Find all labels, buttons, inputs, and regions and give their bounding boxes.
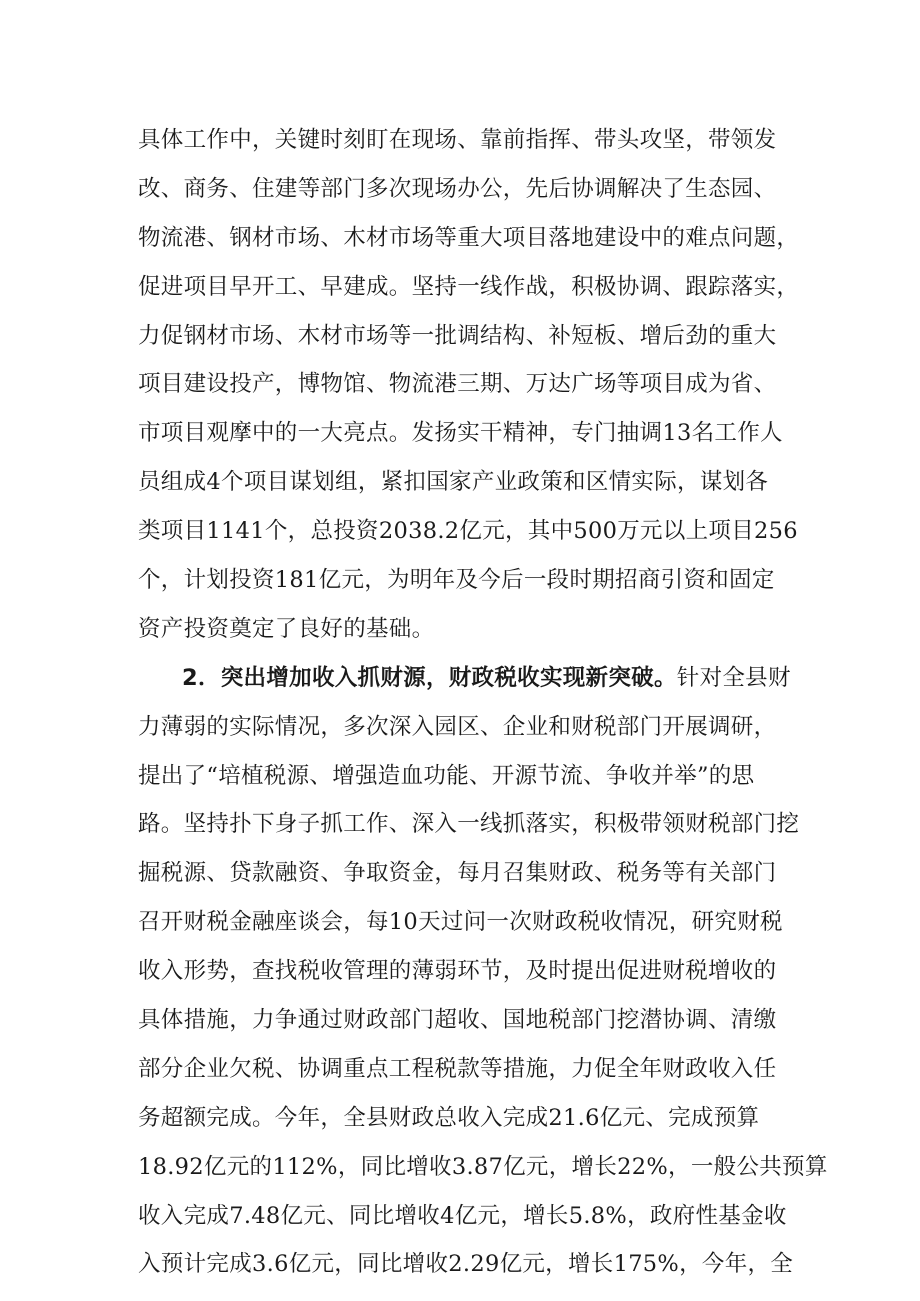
paragraph-line: 类项目1141个，总投资2038.2亿元，其中500万元以上项目256 (138, 518, 798, 545)
paragraph-line: 员组成4个项目谋划组，紧扣国家产业政策和区情实际，谋划各 (138, 469, 769, 496)
paragraph-line: 提出了“培植税源、增强造血功能、开源节流、争收并举”的思 (138, 762, 755, 789)
paragraph-line: 部分企业欠税、协调重点工程税款等措施，力促全年财政收入任 (138, 1055, 777, 1082)
paragraph-line: 力薄弱的实际情况，多次深入园区、企业和财税部门开展调研， (138, 713, 777, 740)
section-heading-line (138, 654, 798, 703)
paragraph-line: 资产投资奠定了良好的基础。 (138, 615, 435, 642)
paragraph-line: 改、商务、住建等部门多次现场办公，先后协调解决了生态园、 (138, 175, 777, 202)
section-heading-continuation: 针对全县财 (676, 664, 791, 691)
paragraph-line: 力促钢材市场、木材市场等一批调结构、补短板、增后劲的重大 (138, 322, 777, 349)
paragraph-line: 个，计划投资181亿元，为明年及今后一段时期招商引资和固定 (138, 567, 775, 594)
paragraph-line: 促进项目早开工、早建成。坚持一线作战，积极协调、跟踪落实， (138, 273, 800, 300)
paragraph-line: 入预计完成3.6亿元，同比增收2.29亿元，增长175%，今年，全 (138, 1251, 794, 1278)
paragraph-line: 具体工作中，关键时刻盯在现场、靠前指挥、带头攻坚，带领发 (138, 127, 777, 153)
paragraph-line: 掘税源、贷款融资、争取资金，每月召集财政、税务等有关部门 (138, 860, 777, 887)
paragraph-line: 物流港、钢材市场、木材市场等重大项目落地建设中的难点问题， (138, 224, 800, 251)
paragraph-line: 18.92亿元的112%，同比增收3.87亿元，增长22%，一般公共预算 (138, 1153, 828, 1180)
paragraph-line: 召开财税金融座谈会，每10天过问一次财政税收情况，研究财税 (138, 909, 783, 936)
paragraph-line: 路。坚持扑下身子抓工作、深入一线抓落实，积极带领财税部门挖 (138, 811, 800, 838)
paragraph-line: 收入完成7.48亿元、同比增收4亿元，增长5.8%，政府性基金收 (138, 1202, 787, 1229)
section-heading: 2．突出增加收入抓财源，财政税收实现新突破。 (182, 664, 677, 691)
paragraph-line: 收入形势，查找税收管理的薄弱环节，及时提出促进财税增收的 (138, 958, 777, 985)
document-body (138, 116, 828, 1289)
paragraph-line: 项目建设投产，博物馆、物流港三期、万达广场等项目成为省、 (138, 371, 777, 398)
paragraph-line: 市项目观摩中的一大亮点。发扬实干精神，专门抽调13名工作人 (138, 420, 783, 447)
paragraph-line: 务超额完成。今年，全县财政总收入完成21.6亿元、完成预算 (138, 1104, 760, 1131)
paragraph-line: 具体措施，力争通过财政部门超收、国地税部门挖潜协调、清缴 (138, 1007, 777, 1034)
